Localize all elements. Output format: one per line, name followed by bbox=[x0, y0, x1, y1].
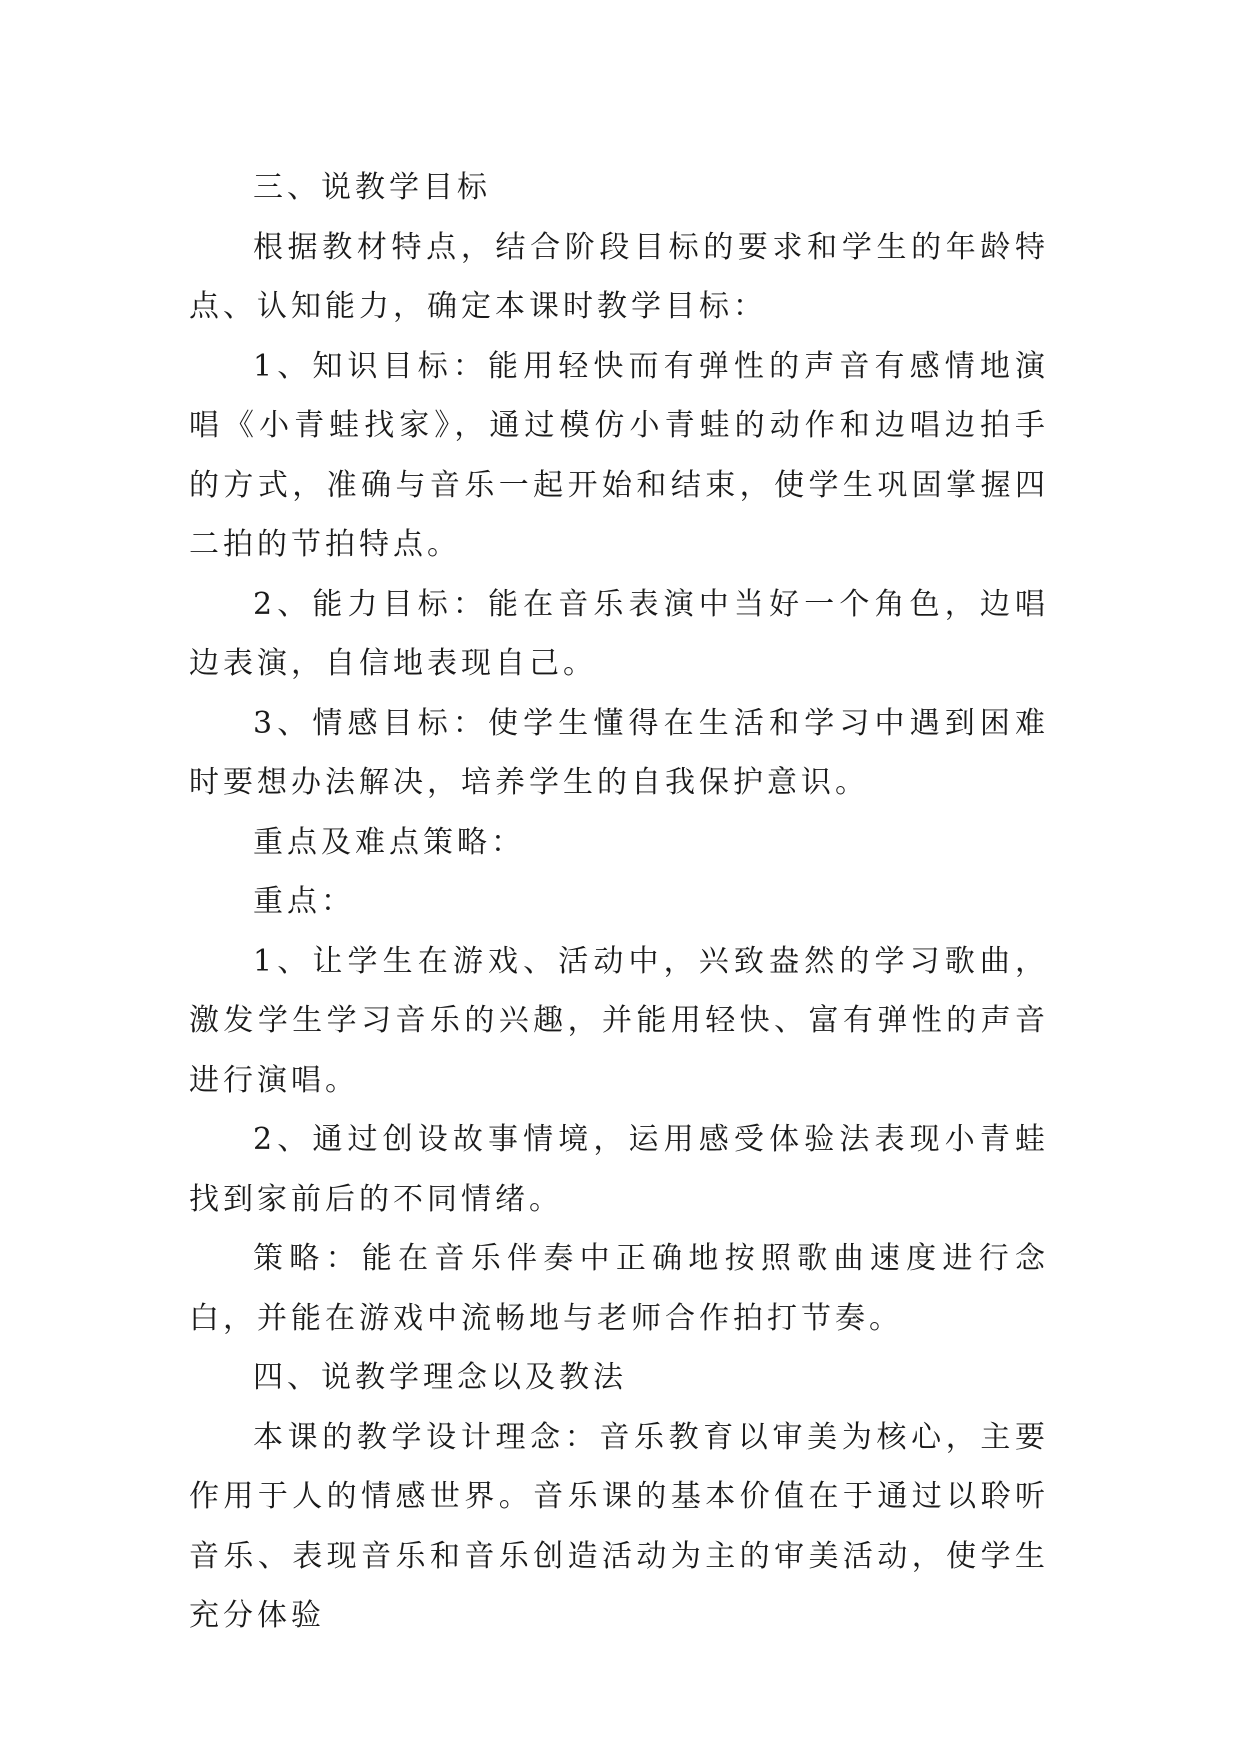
paragraph-design-philosophy: 本课的教学设计理念：音乐教育以审美为核心，主要作用于人的情感世界。音乐课的基本价值在于通过以聆听音乐、表现音乐和音乐创造活动为主的审美活动，使学生充分体验 bbox=[189, 1419, 1049, 1633]
paragraph-intro: 根据教材特点，结合阶段目标的要求和学生的年龄特点、认知能力，确定本课时教学目标： bbox=[189, 229, 1049, 324]
paragraph-strategy: 策略：能在音乐伴奏中正确地按照歌曲速度进行念白，并能在游戏中流畅地与老师合作拍打节奏。 bbox=[189, 1241, 1049, 1336]
subheading-key-points: 重点： bbox=[253, 884, 355, 919]
paragraph-key-point-1: 1、让学生在游戏、活动中，兴致盎然的学习歌曲，激发学生学习音乐的兴趣，并能用轻快、富有弹性的声音进行演唱。 bbox=[189, 943, 1049, 1098]
paragraph-knowledge-goal: 1、知识目标：能用轻快而有弹性的声音有感情地演唱《小青蛙找家》，通过模仿小青蛙的动作和边唱边拍手的方式，准确与音乐一起开始和结束，使学生巩固掌握四二拍的节拍特点。 bbox=[189, 348, 1049, 562]
document-body bbox=[189, 158, 1049, 1646]
section-heading-teaching-goals: 三、说教学目标 bbox=[253, 170, 491, 205]
section-heading-teaching-philosophy: 四、说教学理念以及教法 bbox=[253, 1360, 627, 1395]
paragraph-emotion-goal: 3、情感目标：使学生懂得在生活和学习中遇到困难时要想办法解决，培养学生的自我保护意识。 bbox=[189, 705, 1049, 800]
subheading-key-points-strategy: 重点及难点策略： bbox=[253, 824, 525, 860]
paragraph-ability-goal: 2、能力目标：能在音乐表演中当好一个角色，边唱边表演，自信地表现自己。 bbox=[189, 586, 1049, 681]
paragraph-key-point-2: 2、通过创设故事情境，运用感受体验法表现小青蛙找到家前后的不同情绪。 bbox=[189, 1122, 1049, 1217]
